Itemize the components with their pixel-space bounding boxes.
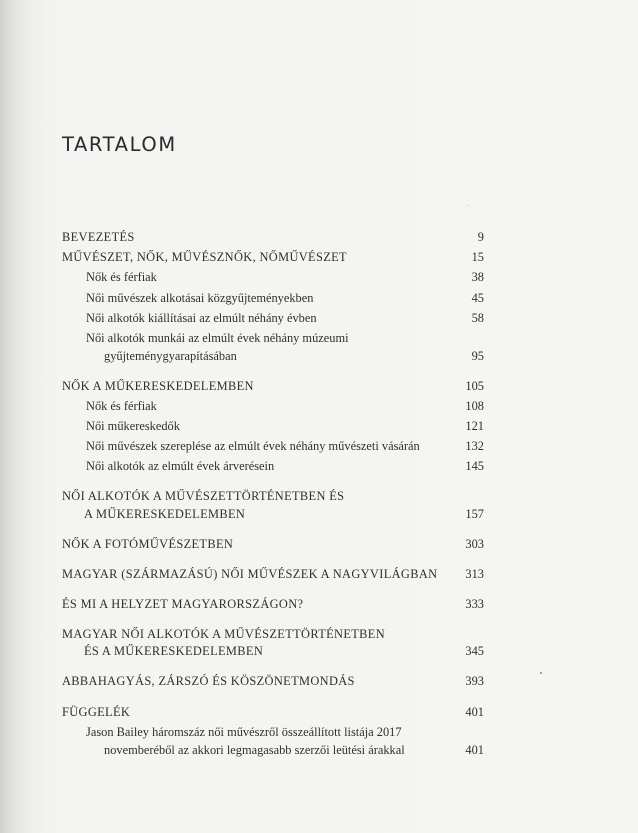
toc-entry [0, 228, 638, 247]
toc-entry [0, 377, 638, 396]
toc-entry [0, 487, 638, 506]
toc-entry-page: 333 [465, 597, 484, 611]
page-title: TARTALOM [62, 133, 177, 156]
toc-entry-label: MAGYAR NŐI ALKOTÓK A MŰVÉSZETTÖRTÉNETBEN [62, 627, 386, 641]
toc-entry-label: ABBAHAGYÁS, ZÁRSZÓ ÉS KÖSZÖNETMONDÁS [62, 674, 355, 688]
toc-entry [0, 505, 638, 524]
toc-entry [0, 289, 638, 308]
toc-entry [0, 595, 638, 614]
toc-entry-label: Női művészek szereplése az elmúlt évek néhány művészeti vásárán [86, 439, 420, 453]
toc-entry-page: 145 [465, 459, 484, 473]
toc-entry-page: 303 [465, 537, 484, 551]
toc-entry [0, 329, 638, 348]
toc-entry-page: 132 [465, 439, 484, 453]
toc-entry-label: NŐK A MŰKERESKEDELEMBEN [62, 379, 254, 393]
toc-entry-label: Női alkotók kiállításai az elmúlt néhány évben [86, 311, 317, 325]
toc-entry [0, 309, 638, 328]
toc-entry [0, 672, 638, 691]
toc-entry-label: ÉS MI A HELYZET MAGYARORSZÁGON? [62, 597, 304, 611]
toc-entry-page: 345 [465, 644, 484, 658]
toc-entry-page: 58 [471, 311, 484, 325]
toc-entry [0, 703, 638, 722]
toc-entry [0, 397, 638, 416]
toc-entry-page: 9 [477, 230, 484, 244]
toc-entry-label: Jason Bailey háromszáz női művészről összeállított listája 2017 [86, 725, 402, 739]
toc-entry-page: 105 [465, 379, 484, 393]
toc-entry [0, 565, 638, 584]
toc-entry-page: 393 [465, 674, 484, 688]
toc-entry-page: 108 [465, 399, 484, 413]
toc-entry-label: NŐK A FOTÓMŰVÉSZETBEN [62, 537, 234, 551]
toc-entry-label: BEVEZETÉS [62, 230, 135, 244]
toc-entry-page: 38 [471, 270, 484, 284]
toc-entry-label: Nők és férfiak [86, 399, 157, 413]
toc-entry-label: novemberéből az akkori legmagasabb szerzői leütési árakkal [104, 743, 405, 757]
toc-entry-label: gyűjteménygyarapításában [104, 349, 237, 363]
toc-entry-page: 121 [465, 419, 484, 433]
paper-speck [468, 205, 469, 206]
toc-entry [0, 723, 638, 742]
toc-entry [0, 437, 638, 456]
toc-entry-label: MŰVÉSZET, NŐK, MŰVÉSZNŐK, NŐMŰVÉSZET [62, 250, 347, 264]
paper-speck [540, 672, 542, 674]
toc-entry-page: 15 [471, 250, 484, 264]
toc-entry [0, 248, 638, 267]
toc-entry [0, 457, 638, 476]
toc-entry-page: 45 [471, 291, 484, 305]
toc-entry-label: Női alkotók az elmúlt évek árverésein [86, 459, 275, 473]
toc-entry [0, 347, 638, 366]
toc-entry-label: Női művészek alkotásai közgyűjteményekben [86, 291, 314, 305]
toc-entry [0, 268, 638, 287]
toc-entry-page: 401 [465, 743, 484, 757]
toc-entry-label: ÉS A MŰKERESKEDELEMBEN [84, 644, 264, 658]
toc-entry-page: 313 [465, 567, 484, 581]
toc-entry-label: Női alkotók munkái az elmúlt évek néhány múzeumi [86, 331, 349, 345]
toc-entry-label: NŐI ALKOTÓK A MŰVÉSZETTÖRTÉNETBEN ÉS [62, 489, 345, 503]
toc-entry-page: 157 [465, 507, 484, 521]
toc-entry-label: FÜGGELÉK [62, 705, 131, 719]
toc-entry-page: 401 [465, 705, 484, 719]
toc-entry-label: Nők és férfiak [86, 270, 157, 284]
toc-entry [0, 417, 638, 436]
toc-entry-label: MAGYAR (SZÁRMAZÁSÚ) NŐI MŰVÉSZEK A NAGYVILÁGBAN [62, 567, 438, 581]
toc-entry [0, 741, 638, 760]
toc-entry [0, 535, 638, 554]
toc-entry [0, 642, 638, 661]
toc-entry-page: 95 [471, 349, 484, 363]
toc-entry-label: Női műkereskedők [86, 419, 180, 433]
toc-entry-label: A MŰKERESKEDELEMBEN [84, 507, 246, 521]
